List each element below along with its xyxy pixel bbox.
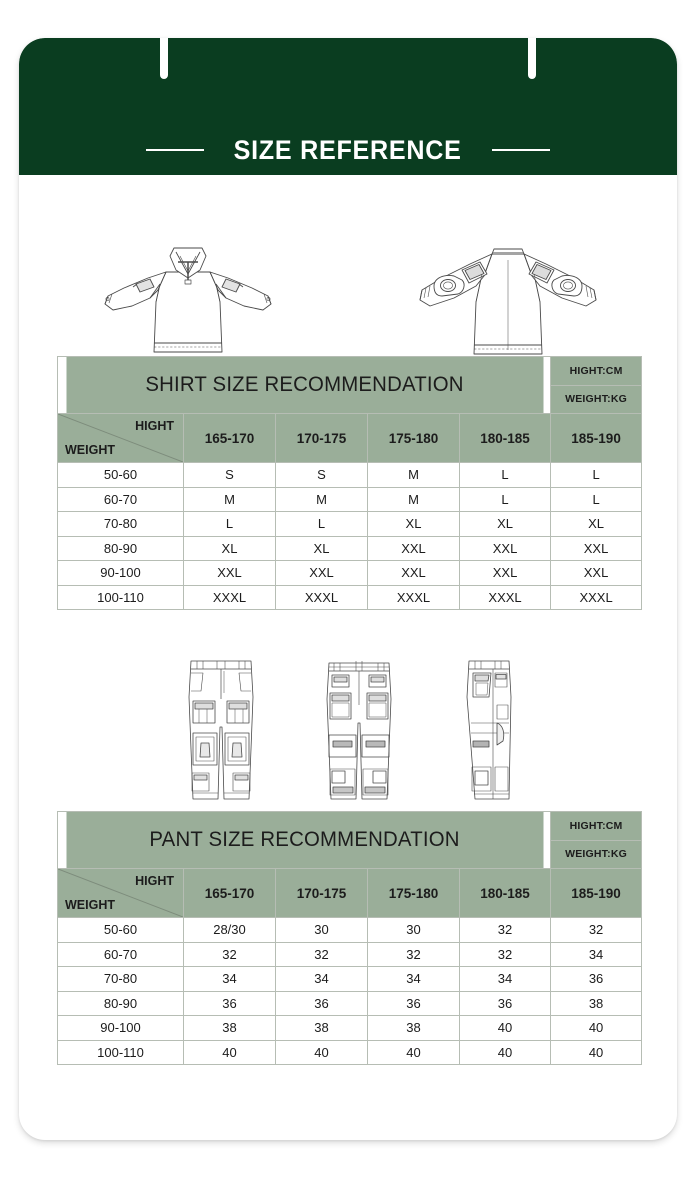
- pant-back-illustration: [315, 657, 403, 803]
- hanger-notch-right: [528, 38, 536, 79]
- table-row: [58, 561, 642, 586]
- pant-col-header: 175-180: [368, 869, 460, 918]
- shirt-col-header: 180-185: [460, 414, 551, 463]
- shirt-col-header: 185-190: [551, 414, 642, 463]
- shirt-size-cell: L: [276, 512, 368, 537]
- shirt-size-cell: L: [460, 487, 551, 512]
- shirt-illustration-group: [19, 236, 677, 366]
- table-row: [58, 487, 642, 512]
- pant-size-cell: 38: [368, 1016, 460, 1041]
- hanger-notch-left: [160, 38, 168, 79]
- shirt-size-cell: M: [184, 487, 276, 512]
- shirt-size-table: [57, 356, 642, 610]
- pant-size-cell: 32: [460, 918, 551, 943]
- pant-size-cell: 40: [551, 1016, 642, 1041]
- pant-size-cell: 30: [276, 918, 368, 943]
- shirt-size-cell: M: [368, 463, 460, 488]
- pant-size-cell: 32: [368, 942, 460, 967]
- shirt-front-illustration: [88, 240, 288, 366]
- page-title: SIZE REFERENCE: [233, 135, 463, 165]
- pant-col-header: 180-185: [460, 869, 551, 918]
- pant-size-cell: 32: [184, 942, 276, 967]
- shirt-size-cell: XXXL: [184, 585, 276, 610]
- table-row: [58, 942, 642, 967]
- pant-size-cell: 28/30: [184, 918, 276, 943]
- shirt-size-cell: L: [460, 463, 551, 488]
- title-dash-right: [492, 149, 550, 151]
- pant-size-cell: 38: [551, 991, 642, 1016]
- shirt-size-cell: XXXL: [276, 585, 368, 610]
- pant-size-cell: 40: [184, 1040, 276, 1065]
- table-row: [58, 918, 642, 943]
- shirt-row-weight: 100-110: [58, 585, 184, 610]
- shirt-unit-weight: WEIGHT:KG: [551, 385, 642, 414]
- shirt-size-cell: XXXL: [551, 585, 642, 610]
- table-row: [58, 512, 642, 537]
- shirt-size-cell: L: [184, 512, 276, 537]
- shirt-row-weight: 50-60: [58, 463, 184, 488]
- shirt-unit-height: HIGHT:CM: [551, 357, 642, 386]
- shirt-size-cell: XXL: [368, 536, 460, 561]
- pant-front-illustration: [177, 657, 265, 803]
- header-banner: [19, 38, 677, 175]
- pant-row-weight: 90-100: [58, 1016, 184, 1041]
- table-row: [58, 463, 642, 488]
- pant-row-weight: 70-80: [58, 967, 184, 992]
- shirt-size-cell: S: [276, 463, 368, 488]
- table-row: [58, 1040, 642, 1065]
- shirt-axis-col-label: HIGHT: [135, 419, 174, 433]
- shirt-row-weight: 80-90: [58, 536, 184, 561]
- pant-unit-height: HIGHT:CM: [551, 812, 642, 841]
- table-row: [58, 991, 642, 1016]
- pant-size-cell: 40: [276, 1040, 368, 1065]
- table-row: [58, 1016, 642, 1041]
- pant-size-cell: 34: [460, 967, 551, 992]
- shirt-table-title-row: [58, 357, 642, 386]
- shirt-size-cell: XL: [184, 536, 276, 561]
- shirt-row-weight: 60-70: [58, 487, 184, 512]
- pant-unit-weight: WEIGHT:KG: [551, 840, 642, 869]
- pant-size-cell: 32: [276, 942, 368, 967]
- pant-size-cell: 32: [460, 942, 551, 967]
- pant-size-cell: 36: [184, 991, 276, 1016]
- pant-size-cell: 36: [460, 991, 551, 1016]
- shirt-size-cell: XXL: [460, 536, 551, 561]
- shirt-size-cell: XL: [460, 512, 551, 537]
- shirt-size-cell: XXL: [276, 561, 368, 586]
- shirt-col-header: 170-175: [276, 414, 368, 463]
- pant-row-weight: 50-60: [58, 918, 184, 943]
- shirt-table-header-row: [58, 414, 642, 463]
- pant-row-weight: 80-90: [58, 991, 184, 1016]
- shirt-size-cell: XXL: [551, 536, 642, 561]
- shirt-row-weight: 90-100: [58, 561, 184, 586]
- pant-axis-col-label: HIGHT: [135, 874, 174, 888]
- pant-size-cell: 40: [460, 1016, 551, 1041]
- pant-side-illustration: [453, 657, 519, 803]
- banner-title-row: [19, 135, 677, 165]
- title-dash-left: [146, 149, 204, 151]
- pant-illustration-group: [19, 655, 677, 803]
- shirt-axis-header-cell: [58, 414, 184, 463]
- shirt-size-cell: XL: [368, 512, 460, 537]
- shirt-size-cell: XXL: [368, 561, 460, 586]
- pant-size-cell: 32: [551, 918, 642, 943]
- pant-size-table: [57, 811, 642, 1065]
- shirt-axis-row-label: WEIGHT: [65, 443, 115, 457]
- pant-axis-row-label: WEIGHT: [65, 898, 115, 912]
- pant-row-weight: 60-70: [58, 942, 184, 967]
- pant-axis-header-cell: [58, 869, 184, 918]
- pant-size-cell: 34: [184, 967, 276, 992]
- shirt-size-cell: XL: [551, 512, 642, 537]
- pant-col-header: 185-190: [551, 869, 642, 918]
- pant-size-cell: 36: [368, 991, 460, 1016]
- pant-size-cell: 34: [276, 967, 368, 992]
- pant-size-cell: 36: [276, 991, 368, 1016]
- shirt-table-title: SHIRT SIZE RECOMMENDATION: [65, 357, 543, 414]
- pant-size-cell: 34: [551, 942, 642, 967]
- shirt-size-cell: XXXL: [368, 585, 460, 610]
- pant-table-header-row: [58, 869, 642, 918]
- shirt-size-cell: XL: [276, 536, 368, 561]
- pant-table-title-row: [58, 812, 642, 841]
- shirt-col-header: 175-180: [368, 414, 460, 463]
- pant-size-cell: 36: [551, 967, 642, 992]
- shirt-size-cell: XXL: [460, 561, 551, 586]
- shirt-back-illustration: [408, 240, 608, 366]
- size-reference-card: [19, 38, 677, 1140]
- pant-size-cell: 38: [184, 1016, 276, 1041]
- pant-size-cell: 38: [276, 1016, 368, 1041]
- pant-table-title: PANT SIZE RECOMMENDATION: [65, 812, 543, 869]
- pant-col-header: 170-175: [276, 869, 368, 918]
- pant-size-cell: 30: [368, 918, 460, 943]
- shirt-size-cell: XXL: [184, 561, 276, 586]
- table-row: [58, 585, 642, 610]
- pant-size-cell: 40: [551, 1040, 642, 1065]
- shirt-size-cell: XXL: [551, 561, 642, 586]
- shirt-size-cell: L: [551, 463, 642, 488]
- shirt-col-header: 165-170: [184, 414, 276, 463]
- pant-col-header: 165-170: [184, 869, 276, 918]
- table-row: [58, 536, 642, 561]
- shirt-size-cell: L: [551, 487, 642, 512]
- pant-row-weight: 100-110: [58, 1040, 184, 1065]
- shirt-size-cell: M: [276, 487, 368, 512]
- pant-size-cell: 40: [368, 1040, 460, 1065]
- table-row: [58, 967, 642, 992]
- pant-size-cell: 40: [460, 1040, 551, 1065]
- shirt-size-cell: S: [184, 463, 276, 488]
- shirt-row-weight: 70-80: [58, 512, 184, 537]
- shirt-size-cell: XXXL: [460, 585, 551, 610]
- shirt-size-cell: M: [368, 487, 460, 512]
- pant-size-cell: 34: [368, 967, 460, 992]
